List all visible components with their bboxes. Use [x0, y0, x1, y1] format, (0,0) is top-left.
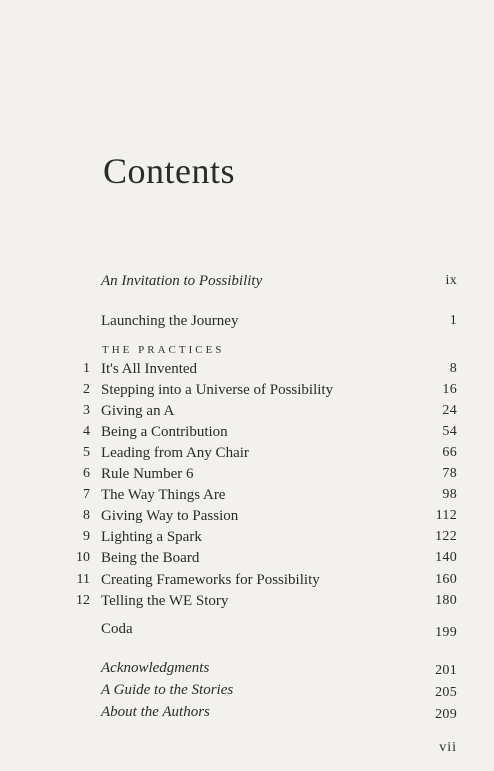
entry-page: 78 [442, 466, 457, 481]
chapter-number: 5 [83, 445, 90, 460]
chapter-number: 7 [83, 487, 90, 502]
toc-entry [0, 529, 494, 551]
entry-title: Leading from Any Chair [101, 445, 249, 461]
toc-entry [0, 593, 494, 615]
entry-title: Lighting a Spark [101, 529, 202, 545]
chapter-number: 3 [83, 403, 90, 418]
entry-title: Giving an A [101, 403, 175, 419]
entry-title: Telling the WE Story [101, 593, 229, 609]
toc-entry [0, 704, 494, 726]
chapter-number: 11 [76, 572, 90, 587]
entry-title: An Invitation to Possibility [101, 273, 263, 289]
toc-entry [0, 273, 494, 295]
chapter-number: 2 [83, 382, 90, 397]
entry-title: Launching the Journey [101, 313, 239, 329]
entry-page: 140 [435, 550, 457, 565]
entry-page: 8 [449, 361, 457, 376]
page-title: Contents [103, 151, 236, 191]
entry-title: Being a Contribution [101, 424, 228, 440]
entry-page: 54 [442, 424, 457, 439]
entry-title: Acknowledgments [101, 660, 210, 676]
chapter-number: 6 [83, 466, 90, 481]
toc-entry [0, 682, 494, 704]
entry-page: 199 [435, 625, 457, 640]
entry-page: 24 [442, 403, 457, 418]
chapter-number: 10 [76, 550, 90, 565]
entry-title: Stepping into a Universe of Possibility [101, 382, 334, 398]
entry-page: 160 [435, 572, 457, 587]
toc-entry [0, 550, 494, 572]
toc-entry [0, 572, 494, 594]
entry-title: The Way Things Are [101, 487, 226, 503]
entry-title: Being the Board [101, 550, 200, 566]
entry-title: Rule Number 6 [101, 466, 194, 482]
toc-entry [0, 487, 494, 509]
toc-entry [0, 403, 494, 425]
toc-entry [0, 508, 494, 530]
toc-entry [0, 660, 494, 682]
entry-title: Creating Frameworks for Possibility [101, 572, 320, 588]
entry-page: 122 [435, 529, 457, 544]
toc-entry [0, 621, 494, 643]
entry-page: 66 [442, 445, 457, 460]
entry-title: It's All Invented [101, 361, 198, 377]
chapter-number: 4 [83, 424, 90, 439]
toc-entry [0, 466, 494, 488]
chapter-number: 8 [83, 508, 90, 523]
entry-page: 16 [442, 382, 457, 397]
toc-entry [0, 445, 494, 467]
entry-page: 205 [435, 685, 457, 700]
entry-page: 1 [449, 313, 457, 328]
page-folio: vii [439, 740, 457, 755]
entry-title: Coda [101, 621, 133, 637]
entry-page: 98 [442, 487, 457, 502]
chapter-number: 9 [83, 529, 90, 544]
chapter-number: 1 [83, 361, 90, 376]
toc-entry [0, 361, 494, 383]
entry-page: 201 [435, 663, 457, 678]
toc-entry [0, 313, 494, 335]
entry-title: A Guide to the Stories [101, 682, 234, 698]
section-heading: THE PRACTICES [102, 344, 225, 356]
entry-page: 112 [435, 508, 457, 523]
entry-page: ix [445, 273, 457, 288]
entry-title: About the Authors [101, 704, 210, 720]
chapter-number: 12 [76, 593, 90, 608]
entry-page: 209 [435, 707, 457, 722]
toc-entry [0, 382, 494, 404]
entry-page: 180 [435, 593, 457, 608]
entry-title: Giving Way to Passion [101, 508, 239, 524]
toc-entry [0, 424, 494, 446]
